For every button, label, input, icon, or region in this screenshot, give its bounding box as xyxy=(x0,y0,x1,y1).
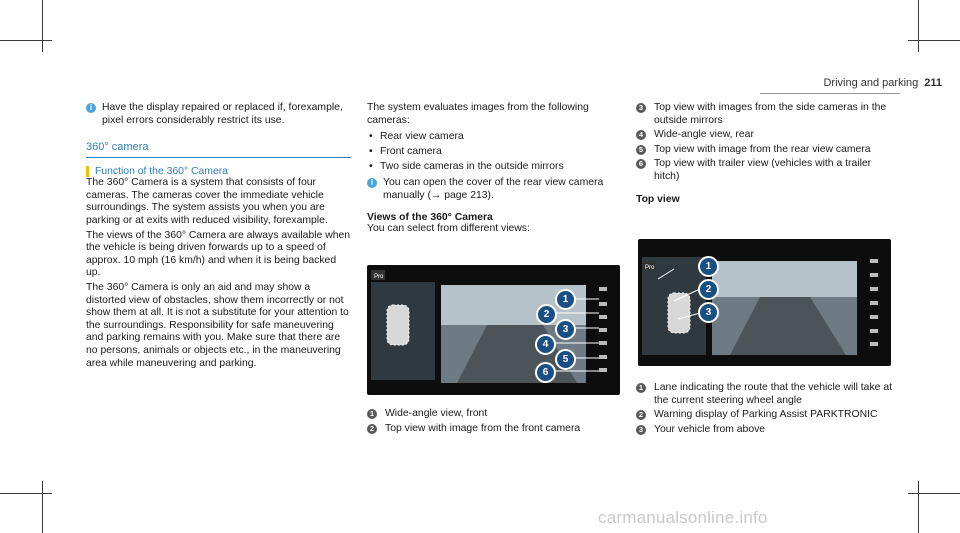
legend-badge: 3 xyxy=(636,103,646,113)
header-section: Driving and parking xyxy=(823,77,919,89)
legend-item xyxy=(367,423,625,436)
legend-text: Lane indicating the route that the vehicle will take at the current steering wheel angle xyxy=(654,382,892,406)
camera-screen-graphic xyxy=(367,265,620,395)
callout-5: 5 xyxy=(555,349,576,370)
legend-text: Top view with image from the front camera xyxy=(385,422,581,434)
pro-label: Pro xyxy=(374,274,384,280)
paragraph: The 360° Camera is a system that consists of four cameras. The cameras cover the immediate vehicle surroundings. The system assists you when you are parking or at exits with reduced visibility, forexample. xyxy=(86,177,328,226)
right-column xyxy=(636,102,892,205)
legend-text: Top view with image from the rear view camera xyxy=(654,143,871,155)
legend-text: Top view with trailer view (vehicles with a trailer hitch) xyxy=(654,158,872,182)
legend-text: Your vehicle from above xyxy=(654,423,766,435)
callout-1: 1 xyxy=(698,256,719,277)
legend-badge: 2 xyxy=(636,410,646,420)
callout-3: 3 xyxy=(555,319,576,340)
cover-note xyxy=(367,177,625,202)
legend-item xyxy=(636,158,892,183)
callout-1: 1 xyxy=(555,289,576,310)
legend-item xyxy=(636,382,892,407)
legend-badge: 5 xyxy=(636,145,646,155)
legend-item xyxy=(367,408,625,421)
crop-mark xyxy=(42,0,43,52)
crop-mark xyxy=(0,493,52,494)
list-item: • Two side cameras in the outside mirrors xyxy=(367,159,625,174)
callout-2: 2 xyxy=(698,279,719,300)
legend-text: Top view with images from the side cameras in the outside mirrors xyxy=(654,102,887,126)
top-view-title: Top view xyxy=(636,193,680,205)
info-icon: i xyxy=(86,103,96,113)
legend-badge: 2 xyxy=(367,424,377,434)
legend-item xyxy=(636,144,892,157)
callout-6: 6 xyxy=(535,362,556,383)
list-item: • Rear view camera xyxy=(367,129,625,144)
legend-item xyxy=(636,129,892,142)
legend-item xyxy=(636,424,892,437)
legend-text: Wide-angle view, front xyxy=(385,408,488,419)
info-icon: i xyxy=(367,178,377,188)
middle-column xyxy=(367,102,625,236)
section-title: 360° camera xyxy=(86,141,149,154)
legend-badge: 3 xyxy=(636,425,646,435)
subsection-title xyxy=(86,166,351,177)
legend-item xyxy=(636,409,892,422)
callout-4: 4 xyxy=(535,334,556,355)
legend-text: Warning display of Parking Assist PARKTRONIC xyxy=(654,409,878,421)
list-item: • Front camera xyxy=(367,144,625,159)
legend-badge: 6 xyxy=(636,159,646,169)
crop-mark xyxy=(0,40,52,41)
legend-text: Wide-angle view, rear xyxy=(654,129,754,141)
paragraph: The views of the 360° Camera are always available when the vehicle is being driven forwards up to a speed of approx. 10 mph (16 km/h) and when it is being backed up. xyxy=(86,229,351,279)
right-legend xyxy=(636,382,892,436)
middle-legend xyxy=(367,408,625,435)
pro-label: Pro xyxy=(645,265,655,271)
top-view-graphic xyxy=(638,239,891,366)
display-note xyxy=(86,102,351,127)
note-text: Have the display repaired or replaced if, forexample, pixel errors considerably restrict its use. xyxy=(102,102,343,126)
crop-mark xyxy=(42,481,43,533)
crop-mark xyxy=(918,0,919,52)
views-text: You can select from different views: xyxy=(367,223,530,235)
note-text: You can open the cover of the rear view camera manually (→ page 213). xyxy=(383,177,604,201)
legend-badge: 4 xyxy=(636,130,646,140)
running-header xyxy=(823,77,942,89)
legend-badge: 1 xyxy=(636,383,646,393)
left-column xyxy=(86,102,351,370)
subsection-title-text: Function of the 360° Camera xyxy=(95,166,228,178)
crop-mark xyxy=(918,481,919,533)
intro-text: The system evaluates images from the following cameras: xyxy=(367,102,589,126)
callout-2: 2 xyxy=(536,304,557,325)
top-view-screenshot xyxy=(638,239,891,366)
header-rule xyxy=(760,93,900,94)
watermark: carmanualsonline.info xyxy=(598,508,768,527)
camera-views-screenshot xyxy=(367,265,620,395)
crop-mark xyxy=(908,40,960,41)
subsection-bar xyxy=(86,166,89,177)
views-title: Views of the 360° Camera xyxy=(367,212,493,224)
camera-list xyxy=(367,129,625,174)
crop-mark xyxy=(908,493,960,494)
paragraph: The 360° Camera is only an aid and may show a distorted view of obstacles, show them incorrectly or not show them at all. It is not a substitute for your attention to the surroundings. Responsibility for safe maneuvering and parking remains with you. Make sure that there are no persons, animals or objects etc., in the maneuvering area while maneuvering and parking. xyxy=(86,281,349,369)
legend-item xyxy=(636,102,892,127)
callout-3: 3 xyxy=(698,302,719,323)
legend-badge: 1 xyxy=(367,409,377,419)
page-number: 211 xyxy=(924,77,942,89)
